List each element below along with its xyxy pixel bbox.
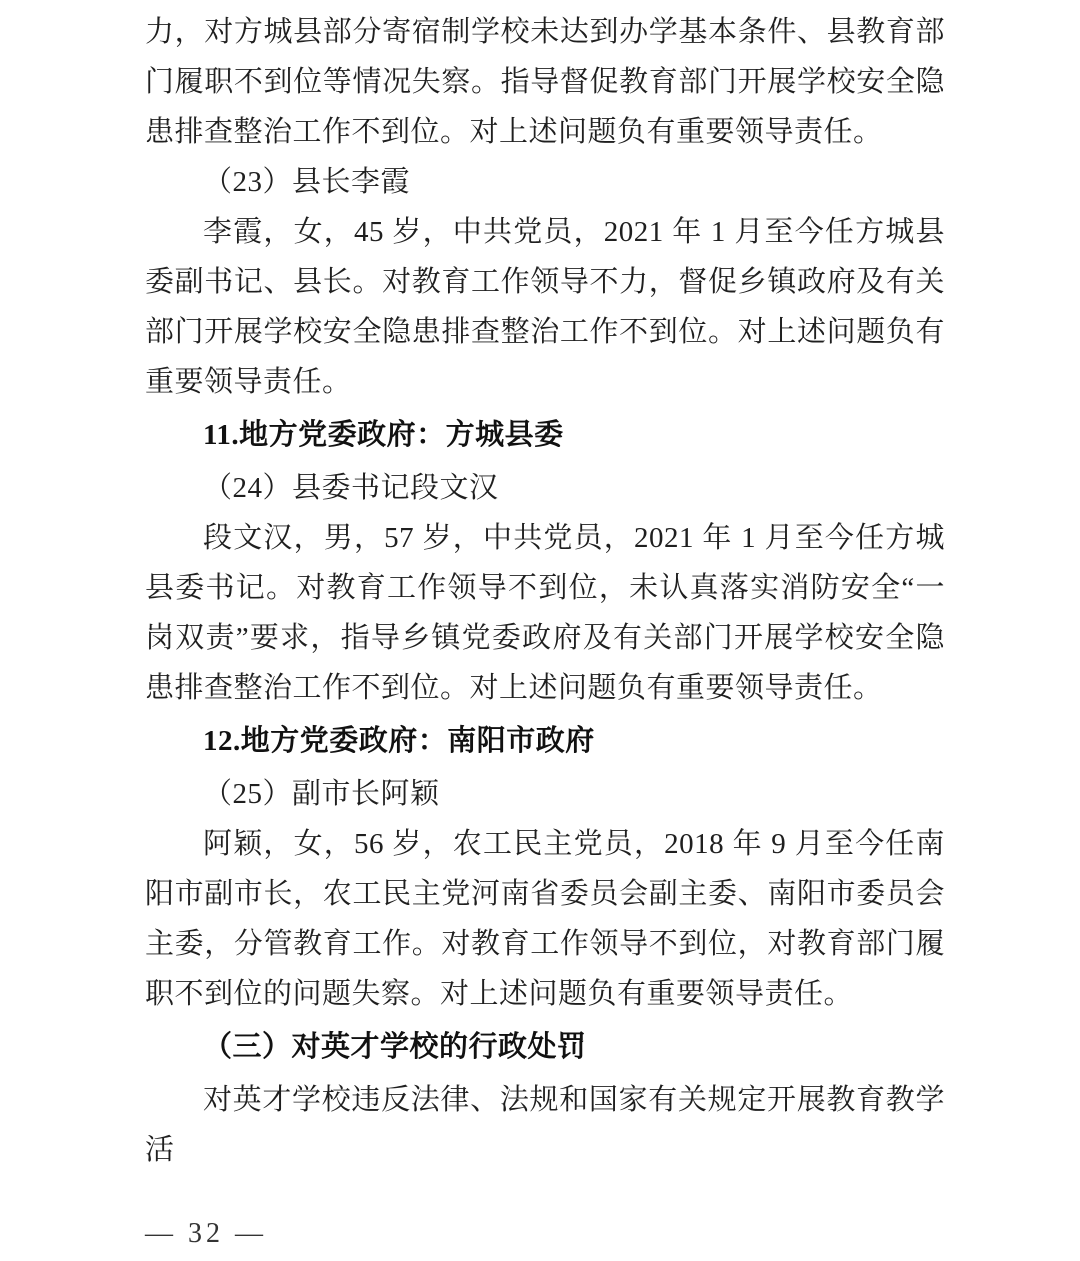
section-heading-3-administrative-penalty-yingcai-school: （三）对英才学校的行政处罚 xyxy=(203,1031,587,1063)
page-number: — 32 — xyxy=(145,1218,267,1249)
paragraph-a-ying-details: 阿颖，女，56 岁，农工民主党员，2018 年 9 月至今任南阳市副市长，农工民主党河南省委员会副主委、南阳市委员会主委，分管教育工作。对教育工作领导不到位，对教育部门履职不到位的问题失察。对上述问题负有重要领导责任。 xyxy=(145,828,945,1010)
item-24-secretary-duan-wenhan: （24）县委书记段文汉 xyxy=(203,472,499,504)
section-heading-12-nanyang-city-government: 12.地方党委政府：南阳市政府 xyxy=(203,725,595,757)
paragraph-li-xia-details: 李霞，女，45 岁，中共党员，2021 年 1 月至今任方城县委副书记、县长。对教育工作领导不力，督促乡镇政府及有关部门开展学校安全隐患排查整治工作不到位。对上述问题负有重要领导责任。 xyxy=(145,216,945,398)
item-25-vice-mayor-a-ying: （25）副市长阿颖 xyxy=(203,778,440,810)
paragraph-responsibility-continuation: 力，对方城县部分寄宿制学校未达到办学基本条件、县教育部门履职不到位等情况失察。指导督促教育部门开展学校安全隐患排查整治工作不到位。对上述问题负有重要领导责任。 xyxy=(145,16,945,148)
document-content xyxy=(145,7,945,1175)
paragraph-duan-wenhan-details: 段文汉，男，57 岁，中共党员，2021 年 1 月至今任方城县委书记。对教育工作领导不到位，未认真落实消防安全“一岗双责”要求，指导乡镇党委政府及有关部门开展学校安全隐患排查整治工作不到位。对上述问题负有重要领导责任。 xyxy=(145,522,945,704)
item-23-county-head-li-xia: （23）县长李霞 xyxy=(203,166,411,198)
section-heading-11-fangcheng-county-committee: 11.地方党委政府：方城县委 xyxy=(203,419,564,451)
paragraph-yingcai-school-violation: 对英才学校违反法律、法规和国家有关规定开展教育教学活 xyxy=(145,1084,945,1166)
